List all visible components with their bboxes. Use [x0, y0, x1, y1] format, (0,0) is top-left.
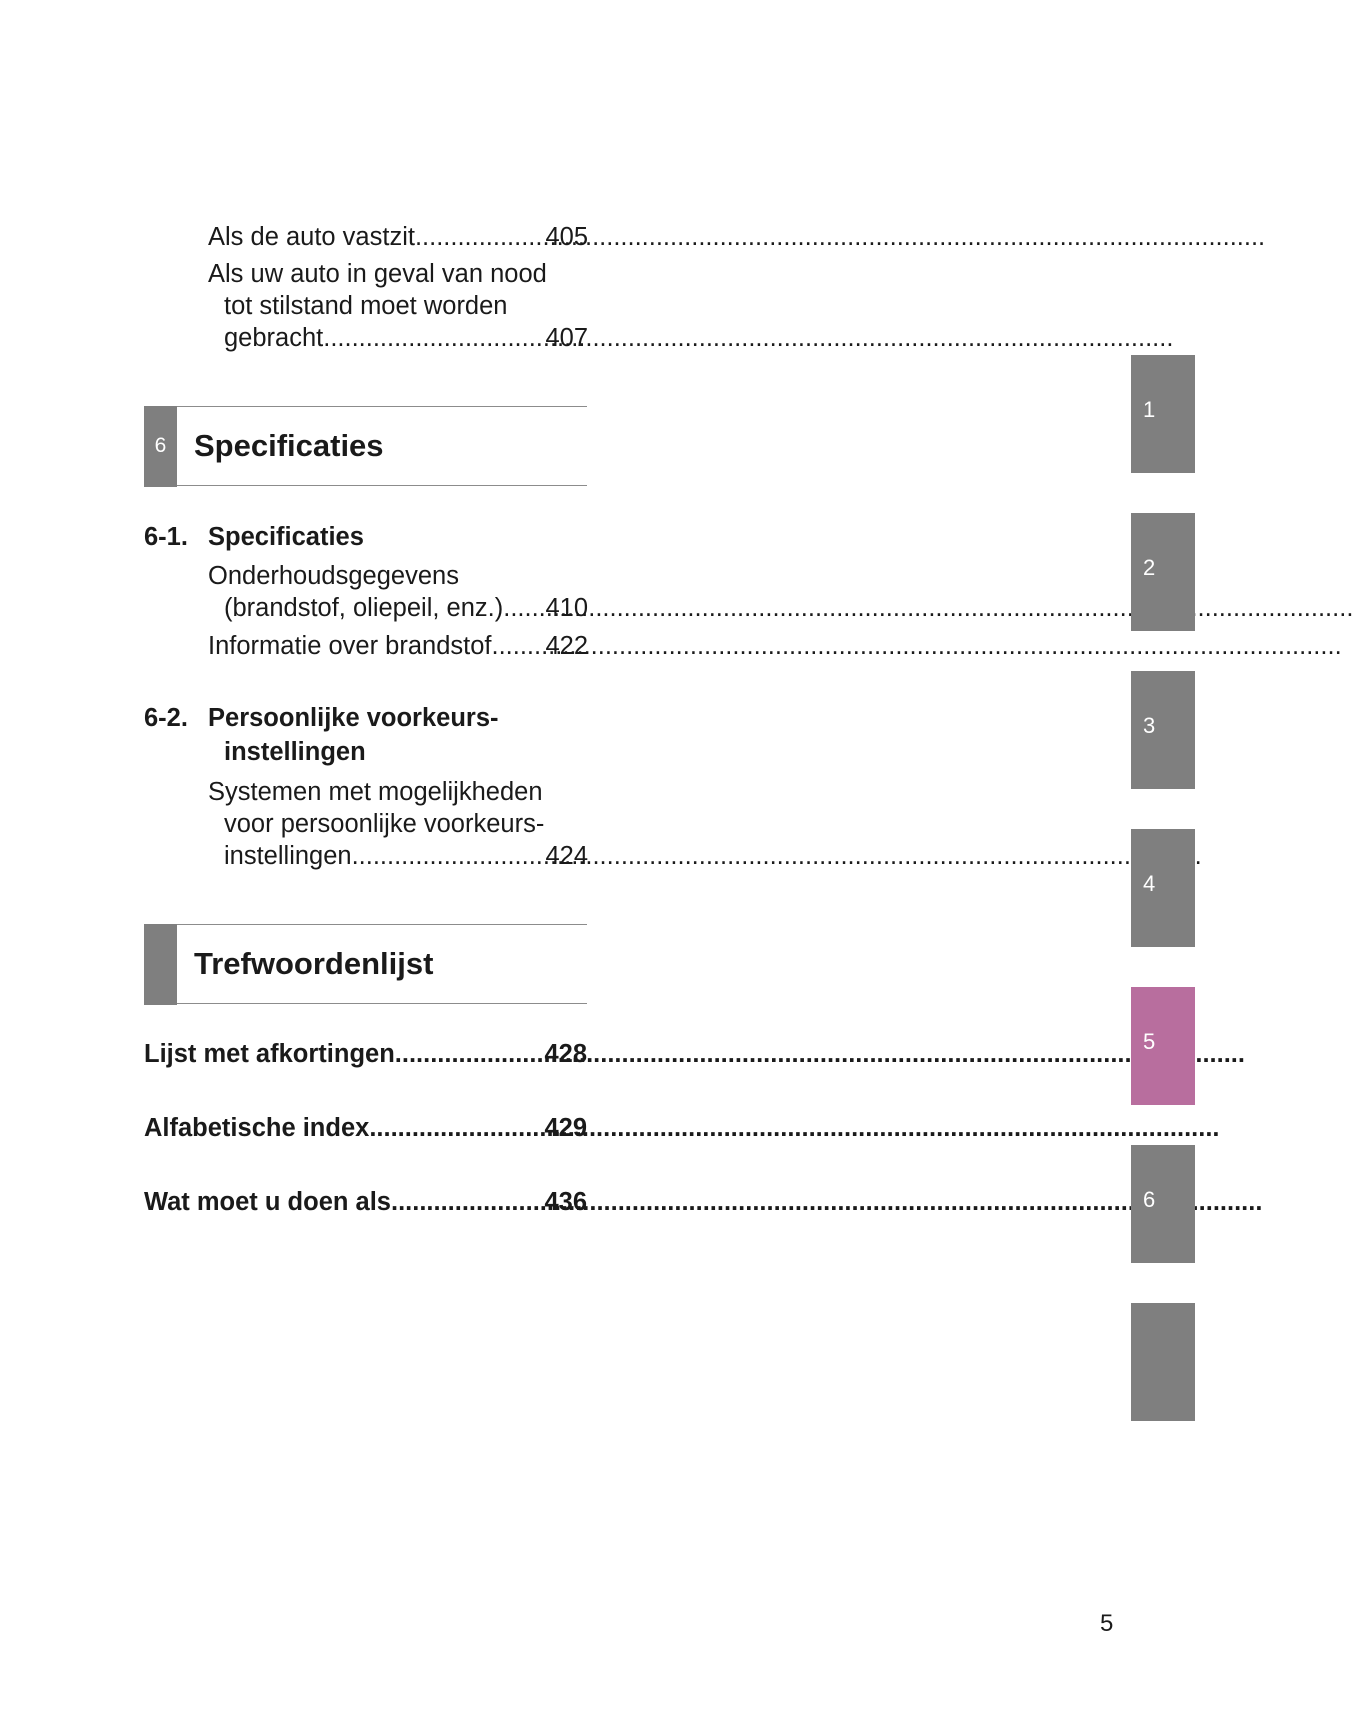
index-entry-text: Alfabetische index	[144, 1114, 370, 1142]
toc-entry-onderhoudsgegevens[interactable]	[208, 560, 588, 624]
subsection-title: instellingen	[224, 738, 366, 766]
toc-entry-page: 410	[545, 594, 588, 622]
toc-entry-text: Informatie over brandstof	[208, 632, 492, 660]
toc-entry-page: 407	[545, 324, 588, 352]
side-tab-6[interactable]	[1131, 1145, 1195, 1263]
section-number: 6	[144, 406, 177, 487]
index-entry-alfabetische[interactable]	[144, 1111, 587, 1145]
leader-dots	[491, 630, 539, 662]
section-title: Trefwoordenlijst	[194, 946, 434, 981]
side-tab-label: 1	[1143, 397, 1156, 422]
side-tab-2[interactable]	[1131, 513, 1195, 631]
side-tab-3[interactable]	[1131, 671, 1195, 789]
toc-entry-page: 405	[545, 223, 588, 251]
subsection-number: 6-2.	[144, 704, 188, 732]
side-tab-label: 2	[1143, 555, 1156, 580]
index-entry-page: 428	[544, 1040, 587, 1068]
toc-entry-systemen[interactable]	[208, 776, 588, 872]
toc-entry-line: Als uw auto in geval van nood	[208, 260, 547, 288]
side-tab-label: 6	[1143, 1187, 1156, 1212]
side-tab-1[interactable]	[1131, 355, 1195, 473]
leader-dots	[503, 592, 539, 624]
page-number: 5	[1100, 1610, 1114, 1637]
side-tab-index[interactable]	[1131, 1303, 1195, 1421]
leader-dots	[412, 1185, 544, 1219]
index-entry-text: Wat moet u doen als...	[144, 1188, 413, 1216]
side-tab-5[interactable]	[1131, 987, 1195, 1105]
toc-entry-line: tot stilstand moet worden	[224, 292, 508, 320]
index-entry-page: 436	[544, 1188, 587, 1216]
index-entry-afkortingen[interactable]	[144, 1037, 587, 1071]
side-tab-label: 3	[1143, 713, 1156, 738]
subsection-title: Specificaties	[208, 523, 364, 551]
toc-entry-brandstof[interactable]	[208, 630, 588, 662]
side-tab-4[interactable]	[1131, 829, 1195, 947]
toc-entry-page: 422	[545, 632, 588, 660]
subsection-6-2	[144, 701, 589, 769]
section-header-trefwoordenlijst	[144, 924, 587, 1004]
leader-dots	[352, 840, 540, 872]
section-header-specificaties	[144, 406, 587, 486]
toc-entry-text: (brandstof, oliepeil, enz.)	[224, 594, 504, 622]
toc-entry-text: Als de auto vastzit	[208, 223, 415, 251]
subsection-number: 6-1.	[144, 523, 188, 551]
toc-entry-text: instellingen	[224, 842, 352, 870]
leader-dots	[395, 1037, 545, 1071]
toc-entry-nood[interactable]	[208, 258, 588, 354]
index-entry-text: Lijst met afkortingen	[144, 1040, 395, 1068]
leader-dots	[369, 1111, 544, 1145]
toc-entry-line: voor persoonlijke voorkeurs-	[224, 810, 545, 838]
index-entry-wat-moet[interactable]	[144, 1185, 587, 1219]
leader-dots	[415, 221, 540, 253]
toc-entry-line: Systemen met mogelijkheden	[208, 778, 543, 806]
leader-dots	[323, 322, 539, 354]
index-entry-page: 429	[544, 1114, 587, 1142]
toc-entry-page: 424	[545, 842, 588, 870]
section-number	[144, 924, 177, 1005]
subsection-title: Persoonlijke voorkeurs-	[208, 704, 499, 732]
toc-entry-line: Onderhoudsgegevens	[208, 562, 459, 590]
toc-entry-text: gebracht	[224, 324, 324, 352]
side-tab-label: 5	[1143, 1029, 1156, 1054]
section-title: Specificaties	[194, 428, 384, 463]
subsection-6-1	[144, 520, 589, 554]
toc-entry-vastzit[interactable]	[208, 221, 588, 253]
side-tab-label: 4	[1143, 871, 1156, 896]
